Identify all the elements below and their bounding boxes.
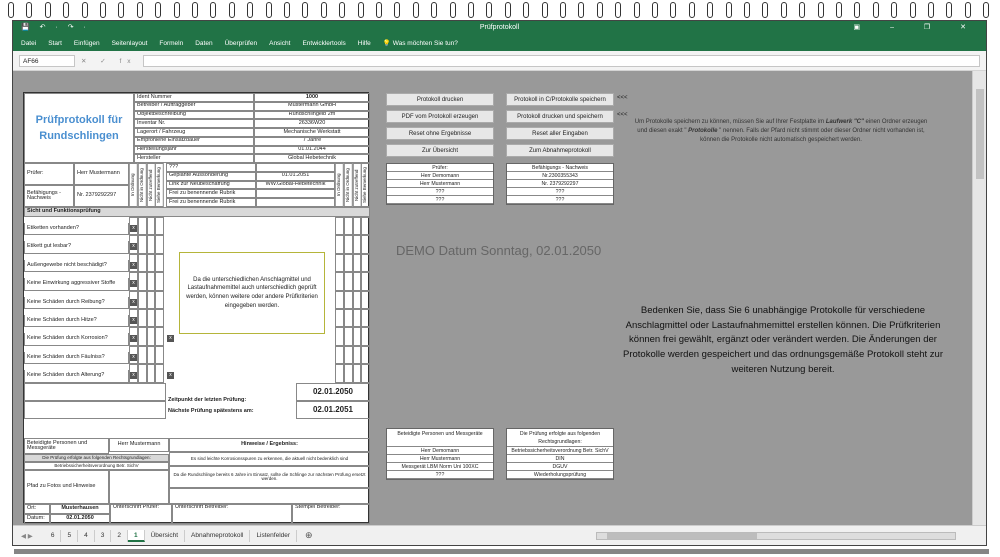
check-status-cell[interactable] xyxy=(353,217,362,235)
header-label: Lagerort / Fahrzeug xyxy=(134,128,254,137)
sheet-tab[interactable]: Listenfelder xyxy=(250,530,297,542)
status-column-header: In Ordnung xyxy=(129,163,138,207)
section-header: Sicht und Funktionsprüfung xyxy=(24,207,370,217)
spiral-ring xyxy=(707,2,713,18)
header-value[interactable]: 7 Jahre xyxy=(254,137,370,146)
check-status-cell[interactable] xyxy=(147,309,156,327)
ort-label: Ort: xyxy=(24,504,50,514)
datum-label: Datum: xyxy=(24,514,50,524)
name-box[interactable]: AF66 xyxy=(19,55,75,67)
check-status-cell[interactable] xyxy=(353,309,362,327)
check-status-cell[interactable] xyxy=(138,217,147,235)
info-text-2: einen Ordner erzeugen und diesen exakt " xyxy=(637,119,928,134)
befaehigung-label: Befähigungs - Nachweis xyxy=(24,185,74,207)
check-status-cell[interactable] xyxy=(155,291,164,309)
spiral-ring xyxy=(615,2,621,18)
check-status-cell[interactable] xyxy=(335,254,344,272)
check-status-cell[interactable] xyxy=(138,235,147,253)
spiral-ring xyxy=(560,2,566,18)
check-status-cell[interactable] xyxy=(138,309,147,327)
formula-icons[interactable]: ✕ ✓ fx xyxy=(81,57,137,65)
sheet-tab[interactable]: 6 xyxy=(45,530,62,542)
vertical-scrollbar[interactable] xyxy=(972,71,986,527)
check-label: Keine Schäden durch Korrosion? xyxy=(24,333,129,345)
ribbon-item[interactable]: Start xyxy=(48,39,62,47)
spiral-ring xyxy=(873,2,879,18)
check-status-cell[interactable] xyxy=(147,291,156,309)
ribbon-item[interactable]: 💡 Was möchten Sie tun? xyxy=(382,40,458,47)
check-status-cell[interactable] xyxy=(155,254,164,272)
pruefer-table-row[interactable]: ??? xyxy=(387,196,493,204)
extra-label: ??? xyxy=(166,163,256,172)
page-shadow xyxy=(14,549,989,554)
spiral-ring xyxy=(413,2,419,18)
ribbon-item[interactable]: Einfügen xyxy=(73,39,100,47)
check-status-cell[interactable] xyxy=(335,346,344,364)
legal-table-row[interactable]: DIN xyxy=(507,455,613,463)
spiral-ring xyxy=(358,2,364,18)
check-status-cell[interactable] xyxy=(344,309,353,327)
window-title: Prüfprotokoll xyxy=(479,24,520,31)
check-mark[interactable]: x xyxy=(130,225,137,232)
arrow-indicator: <<< xyxy=(617,112,628,118)
status-column-header: Nicht in Ordnung xyxy=(344,163,353,207)
spiral-ring xyxy=(100,2,106,18)
sheet-tab[interactable]: Abnahmeprotokoll xyxy=(185,530,250,542)
ribbon-item[interactable]: Überprüfen xyxy=(224,39,258,47)
pruefer-label: Prüfer: xyxy=(24,163,74,185)
spiral-ring xyxy=(192,2,198,18)
check-status-cell[interactable] xyxy=(344,254,353,272)
extra-label: Link zur Neubeschaffung xyxy=(166,181,256,190)
pruefer-table xyxy=(386,163,494,205)
check-status-cell[interactable] xyxy=(155,346,164,364)
sheet-tab[interactable]: 2 xyxy=(111,530,128,542)
check-mark[interactable]: x xyxy=(130,354,137,361)
check-status-cell[interactable] xyxy=(353,272,362,290)
spiral-ring xyxy=(174,2,180,18)
check-status-cell[interactable] xyxy=(361,217,370,235)
info-emphasis-drive: Laufwerk "C" xyxy=(825,119,864,125)
check-status-cell[interactable] xyxy=(335,291,344,309)
save-protocol-c-button[interactable]: Protokoll in C/Protokolle speichern xyxy=(506,93,614,106)
legal-table xyxy=(506,428,614,480)
persons-table-row[interactable]: Herr Demomann xyxy=(387,447,493,455)
persons-table-row[interactable]: Messgerät LBM Norm Uni 100XC xyxy=(387,463,493,471)
status-column-header: Nicht zutreffend xyxy=(353,163,362,207)
hinweise-label: Hinweise / Ergebniss: xyxy=(169,438,370,452)
note-box: Da die unterschiedlichen Anschlagmittel und Lastaufnahmemittel auch unterschiedlich geprüft werden, können weitere oder andere Prüfkriterien eingegeben werden. xyxy=(179,252,325,334)
persons-label: Beteidigte Personen und Messgeräte xyxy=(24,438,109,454)
header-value[interactable]: Global Hebetechnik xyxy=(254,154,370,163)
header-label: Ident Nummer xyxy=(134,93,254,102)
check-status-cell[interactable] xyxy=(335,364,344,382)
spiral-ring xyxy=(744,2,750,18)
check-mark[interactable]: x xyxy=(167,372,174,379)
protocol-logo: Prüfprotokoll für Rundschlingen xyxy=(24,93,134,163)
spiral-ring xyxy=(450,2,456,18)
check-mark[interactable]: x xyxy=(130,280,137,287)
check-status-cell[interactable] xyxy=(147,235,156,253)
nachweis-table-row[interactable]: ??? xyxy=(507,188,613,196)
spiral-ring xyxy=(726,2,732,18)
hinweis-text-1[interactable]: Es sind leichte Korrosionsspuren zu erkennen, die aktuell nicht bedenklich sind xyxy=(169,452,370,466)
info-text-3: " nennen. Falls der Pfard nicht stimmt oder dieser Ordner nicht vorhanden ist, können die Protokolle nicht automatisch gespeichert werden. xyxy=(700,128,925,143)
check-mark[interactable]: x xyxy=(130,243,137,250)
check-status-cell[interactable] xyxy=(344,291,353,309)
header-value[interactable]: 01.01.2044 xyxy=(254,146,370,155)
check-status-cell[interactable] xyxy=(155,309,164,327)
spiral-ring xyxy=(376,2,382,18)
formula-bar xyxy=(13,51,986,71)
spiral-ring xyxy=(578,2,584,18)
ribbon-item[interactable]: Formeln xyxy=(159,39,184,47)
arrow-indicator: <<< xyxy=(617,95,628,101)
check-status-cell[interactable] xyxy=(335,272,344,290)
spiral-ring xyxy=(542,2,548,18)
check-status-cell[interactable] xyxy=(155,235,164,253)
spiral-binding xyxy=(0,0,1000,20)
header-value[interactable]: 26336W20 xyxy=(254,119,370,128)
sheet-tab[interactable]: Übersicht xyxy=(145,530,185,542)
header-value[interactable]: Mustermann GmbH xyxy=(254,102,370,111)
nachweis-table xyxy=(506,163,614,205)
spiral-ring xyxy=(284,2,290,18)
check-label: Keine Einwirkung aggressiver Stoffe xyxy=(24,278,129,290)
persons-table-row[interactable]: Herr Mustermann xyxy=(387,455,493,463)
spiral-ring xyxy=(652,2,658,18)
status-column-header: Siehe Bemerkung xyxy=(361,163,370,207)
check-label: Etiketten vorhanden? xyxy=(24,223,129,235)
check-status-cell[interactable] xyxy=(155,272,164,290)
horizontal-scrollbar[interactable] xyxy=(596,532,956,540)
nachweis-table-row[interactable]: ??? xyxy=(507,196,613,204)
header-label: Betreiber / Auftraggeber xyxy=(134,102,254,111)
next-check-label: Nächste Prüfung spätestens am: xyxy=(168,408,254,415)
check-status-cell[interactable] xyxy=(344,364,353,382)
check-status-cell[interactable] xyxy=(147,254,156,272)
check-status-cell[interactable] xyxy=(155,217,164,235)
check-status-cell[interactable] xyxy=(344,217,353,235)
extra-value[interactable] xyxy=(256,163,335,172)
persons-table-row[interactable]: ??? xyxy=(387,471,493,479)
sheet-tab[interactable]: 4 xyxy=(78,530,95,542)
header-value[interactable]: Rundschlingelb 2m xyxy=(254,111,370,120)
check-status-cell[interactable] xyxy=(147,327,156,345)
hinweis-empty[interactable] xyxy=(169,488,370,504)
pruefer-value[interactable]: Herr Mustermann xyxy=(74,163,129,185)
header-label: Hersteller xyxy=(134,154,254,163)
datum-value[interactable]: 02.01.2050 xyxy=(50,514,110,524)
check-status-cell[interactable] xyxy=(147,346,156,364)
spiral-ring xyxy=(946,2,952,18)
status-column-header: Siehe Bemerkung xyxy=(155,163,164,207)
check-mark[interactable]: x xyxy=(130,335,137,342)
persons-table xyxy=(386,428,494,480)
check-status-cell[interactable] xyxy=(335,327,344,345)
spiral-ring xyxy=(762,2,768,18)
spiral-ring xyxy=(597,2,603,18)
extra-label: Frei zu benennende Rubrik xyxy=(166,198,256,207)
header-value[interactable]: 1000 xyxy=(254,93,370,102)
ribbon-item[interactable]: Entwicklertools xyxy=(302,39,346,47)
abnahme-button[interactable]: Zum Abnahmeprotokoll xyxy=(506,144,614,157)
spiral-ring xyxy=(965,2,971,18)
check-status-cell[interactable] xyxy=(361,309,370,327)
spiral-ring xyxy=(8,2,14,18)
protocol-hint-text: Bedenken Sie, dass Sie 6 unabhängige Protokolle für verschiedene Anschlagmittel oder Lastaufnahmemittel erstellen können. Die Prüfkriterien können frei gewählt, ergänzt oder verändert werden. Die Änderungen der Protokolle werden gespeichert und das ordnungsgemäße Protokoll steht zur weiteren Nutzung bereit. xyxy=(622,305,944,375)
header-label: Empfohlene Einsatzdauer xyxy=(134,137,254,146)
scroll-thumb[interactable] xyxy=(976,89,984,179)
ribbon-item[interactable]: Daten xyxy=(195,39,213,47)
spiral-ring xyxy=(137,2,143,18)
header-value[interactable]: Mechanische Werkstatt xyxy=(254,128,370,137)
spiral-ring xyxy=(82,2,88,18)
check-mark[interactable]: x xyxy=(167,335,174,342)
extra-value[interactable] xyxy=(256,189,335,198)
spiral-ring xyxy=(486,2,492,18)
formula-input[interactable] xyxy=(143,55,980,67)
extra-label: Geplante Aussonderung xyxy=(166,172,256,181)
spiral-ring xyxy=(118,2,124,18)
nachweis-table-row[interactable]: Nr. 2379292297 xyxy=(507,180,613,188)
check-status-cell[interactable] xyxy=(353,364,362,382)
sheet-nav-arrows[interactable]: ◀ ▶ xyxy=(21,532,33,540)
legal-table-row[interactable]: Wiederholungsprüfung xyxy=(507,471,613,479)
spiral-ring xyxy=(468,2,474,18)
extra-value[interactable]: WW.Global-Hebetechnik xyxy=(256,181,335,190)
spiral-ring xyxy=(781,2,787,18)
spiral-ring xyxy=(891,2,897,18)
reset-results-button[interactable]: Reset ohne Ergebnisse xyxy=(386,127,494,140)
worksheet-area[interactable] xyxy=(13,71,973,527)
spiral-ring xyxy=(670,2,676,18)
extra-value[interactable] xyxy=(256,198,335,207)
spiral-ring xyxy=(818,2,824,18)
check-status-cell[interactable] xyxy=(138,291,147,309)
extra-value[interactable]: 01.01.2051 xyxy=(256,172,335,181)
check-status-cell[interactable] xyxy=(344,346,353,364)
spiral-ring xyxy=(634,2,640,18)
overview-button[interactable]: Zur Übersicht xyxy=(386,144,494,157)
status-column-header: In Ordnung xyxy=(335,163,344,207)
nachweis-table-row[interactable]: Nr.2300355343 xyxy=(507,172,613,180)
check-status-cell[interactable] xyxy=(147,272,156,290)
info-emphasis-folder: Protokolle xyxy=(688,128,718,134)
check-status-cell[interactable] xyxy=(335,235,344,253)
header-label: Objektbeschreibung xyxy=(134,111,254,120)
check-status-cell[interactable] xyxy=(361,346,370,364)
check-status-cell[interactable] xyxy=(344,327,353,345)
check-status-cell[interactable] xyxy=(155,364,164,382)
excel-window xyxy=(12,20,987,546)
pruefer-table-row[interactable]: ??? xyxy=(387,188,493,196)
check-mark[interactable]: x xyxy=(130,372,137,379)
persons-value[interactable]: Herr Mustermann xyxy=(109,438,169,452)
ribbon-item[interactable]: Ansicht xyxy=(269,39,291,47)
check-mark[interactable]: x xyxy=(130,262,137,269)
check-label: Keine Schäden durch Fäulniss? xyxy=(24,352,129,364)
check-status-cell[interactable] xyxy=(353,291,362,309)
legal-value[interactable]: Betriebssicherheitsverordnung Betr. SichV xyxy=(24,462,169,470)
spiral-ring xyxy=(26,2,32,18)
pruefer-table-row[interactable]: Herr Mustermann xyxy=(387,180,493,188)
spiral-ring xyxy=(799,2,805,18)
spiral-ring xyxy=(854,2,860,18)
spiral-ring xyxy=(505,2,511,18)
sheet-tab[interactable]: 5 xyxy=(61,530,78,542)
befaehigung-value[interactable]: Nr. 2379292297 xyxy=(74,185,129,207)
spiral-ring xyxy=(910,2,916,18)
ribbon-menu xyxy=(13,35,986,51)
spiral-ring xyxy=(394,2,400,18)
foto-label: Pfad zu Fotos und Hinweise xyxy=(24,470,109,504)
check-status-cell[interactable] xyxy=(155,327,164,345)
next-check-value[interactable]: 02.01.2051 xyxy=(296,401,370,419)
sheet-tab-bar xyxy=(13,525,986,545)
check-status-cell[interactable] xyxy=(353,327,362,345)
spiral-ring xyxy=(836,2,842,18)
signature-betreiber: Unterschrift Betreiber: xyxy=(172,504,292,524)
title-bar xyxy=(13,21,986,35)
last-check-label: Zeitpunkt der letzten Prüfung: xyxy=(168,397,247,404)
reset-all-button[interactable]: Reset aller Eingaben xyxy=(506,127,614,140)
empty-row xyxy=(24,401,166,419)
check-status-cell[interactable] xyxy=(335,217,344,235)
check-mark[interactable]: x xyxy=(130,299,137,306)
save-info-text xyxy=(631,118,931,145)
check-status-cell[interactable] xyxy=(147,364,156,382)
check-status-cell[interactable] xyxy=(361,272,370,290)
spiral-ring xyxy=(302,2,308,18)
ribbon-item[interactable]: Hilfe xyxy=(357,39,371,47)
check-status-cell[interactable] xyxy=(344,235,353,253)
window-controls[interactable]: ▣ – ❐ ✕ xyxy=(853,24,980,31)
check-status-cell[interactable] xyxy=(361,254,370,272)
check-status-cell[interactable] xyxy=(138,364,147,382)
print-save-button[interactable]: Protokoll drucken und speichern xyxy=(506,110,614,123)
check-label: Außengewebe nicht beschädigt? xyxy=(24,260,129,272)
check-status-cell[interactable] xyxy=(361,327,370,345)
spiral-ring xyxy=(689,2,695,18)
sheet-tab[interactable]: 1 xyxy=(128,530,145,542)
check-status-cell[interactable] xyxy=(353,254,362,272)
signature-pruefer: Unterschrift Prüfer: xyxy=(110,504,172,524)
check-status-cell[interactable] xyxy=(361,291,370,309)
status-column-header: Nicht in Ordnung xyxy=(138,163,147,207)
legal-table-header: Die Prüfung erfolgte aus folgenden Rechtsgrundlagen: xyxy=(507,429,613,447)
check-status-cell[interactable] xyxy=(147,217,156,235)
add-sheet-icon[interactable]: ⊕ xyxy=(305,530,313,540)
check-status-cell[interactable] xyxy=(335,309,344,327)
nachweis-table-header: Befähigungs - Nachweis xyxy=(507,164,613,172)
check-label: Keine Schäden durch Hitze? xyxy=(24,315,129,327)
pruefer-table-header: Prüfer: xyxy=(387,164,493,172)
info-text-1: Um Protokolle speichern zu können, müssen Sie auf Ihrer Festplatte im xyxy=(634,119,825,125)
spiral-ring xyxy=(229,2,235,18)
print-protocol-button[interactable]: Protokoll drucken xyxy=(386,93,494,106)
spiral-ring xyxy=(321,2,327,18)
check-label: Etikett gut lesbar? xyxy=(24,241,129,253)
check-status-cell[interactable] xyxy=(138,254,147,272)
spiral-ring xyxy=(63,2,69,18)
spiral-ring xyxy=(45,2,51,18)
check-status-cell[interactable] xyxy=(361,364,370,382)
spiral-ring xyxy=(339,2,345,18)
pruefer-table-row[interactable]: Herr Demomann xyxy=(387,172,493,180)
spiral-ring xyxy=(431,2,437,18)
check-status-cell[interactable] xyxy=(353,235,362,253)
legal-table-row[interactable]: DGUV xyxy=(507,463,613,471)
last-check-value[interactable]: 02.01.2050 xyxy=(296,383,370,401)
sheet-tabs xyxy=(45,530,297,542)
spiral-ring xyxy=(983,2,989,18)
spiral-ring xyxy=(247,2,253,18)
spiral-ring xyxy=(210,2,216,18)
persons-table-header: Beteidigte Personen und Messgeräte xyxy=(387,429,493,447)
ribbon-item[interactable]: Datei xyxy=(21,39,37,47)
ribbon-item[interactable]: Seitenlayout xyxy=(111,39,148,47)
spiral-ring xyxy=(928,2,934,18)
pdf-protocol-button[interactable]: PDF vom Protokoll erzeugen xyxy=(386,110,494,123)
check-status-cell[interactable] xyxy=(138,346,147,364)
spiral-ring xyxy=(266,2,272,18)
check-label: Keine Schäden durch Alterung? xyxy=(24,370,129,382)
quick-access-toolbar[interactable]: 💾 ↶ · ↷ · xyxy=(21,24,90,31)
spiral-ring xyxy=(155,2,161,18)
header-label: Herstellungsjahr xyxy=(134,146,254,155)
header-label: Inventar Nr. xyxy=(134,119,254,128)
check-status-cell[interactable] xyxy=(138,327,147,345)
check-status-cell[interactable] xyxy=(138,272,147,290)
check-status-cell[interactable] xyxy=(344,272,353,290)
check-label: Keine Schäden durch Reibung? xyxy=(24,297,129,309)
check-mark[interactable]: x xyxy=(130,317,137,324)
legal-table-row[interactable]: Betriebssicherheitsverordnung Betr. SichV xyxy=(507,447,613,455)
demo-date: DEMO Datum Sonntag, 02.01.2050 xyxy=(396,243,602,258)
check-status-cell[interactable] xyxy=(361,235,370,253)
empty-row xyxy=(24,383,166,401)
hinweis-text-2[interactable]: Da die Rundschlinge bereits 6 Jahre im Einsatz, sollte die Schlinge zur nächsten Prüfung ersetzt werden. xyxy=(169,466,370,488)
spiral-ring xyxy=(523,2,529,18)
ort-value[interactable]: Musterhausen xyxy=(50,504,110,514)
protocol-page xyxy=(23,92,369,523)
sheet-tab[interactable]: 3 xyxy=(95,530,112,542)
stamp-betreiber: Stempel Betreiber: xyxy=(292,504,370,524)
extra-label: Frei zu benennende Rubrik xyxy=(166,189,256,198)
legal-label: Die Prüfung erfolgte aus folgenden Rechtsgrundlagen: xyxy=(24,454,169,462)
foto-value[interactable] xyxy=(109,470,169,504)
status-column-header: Nicht zutreffend xyxy=(147,163,156,207)
check-status-cell[interactable] xyxy=(353,346,362,364)
